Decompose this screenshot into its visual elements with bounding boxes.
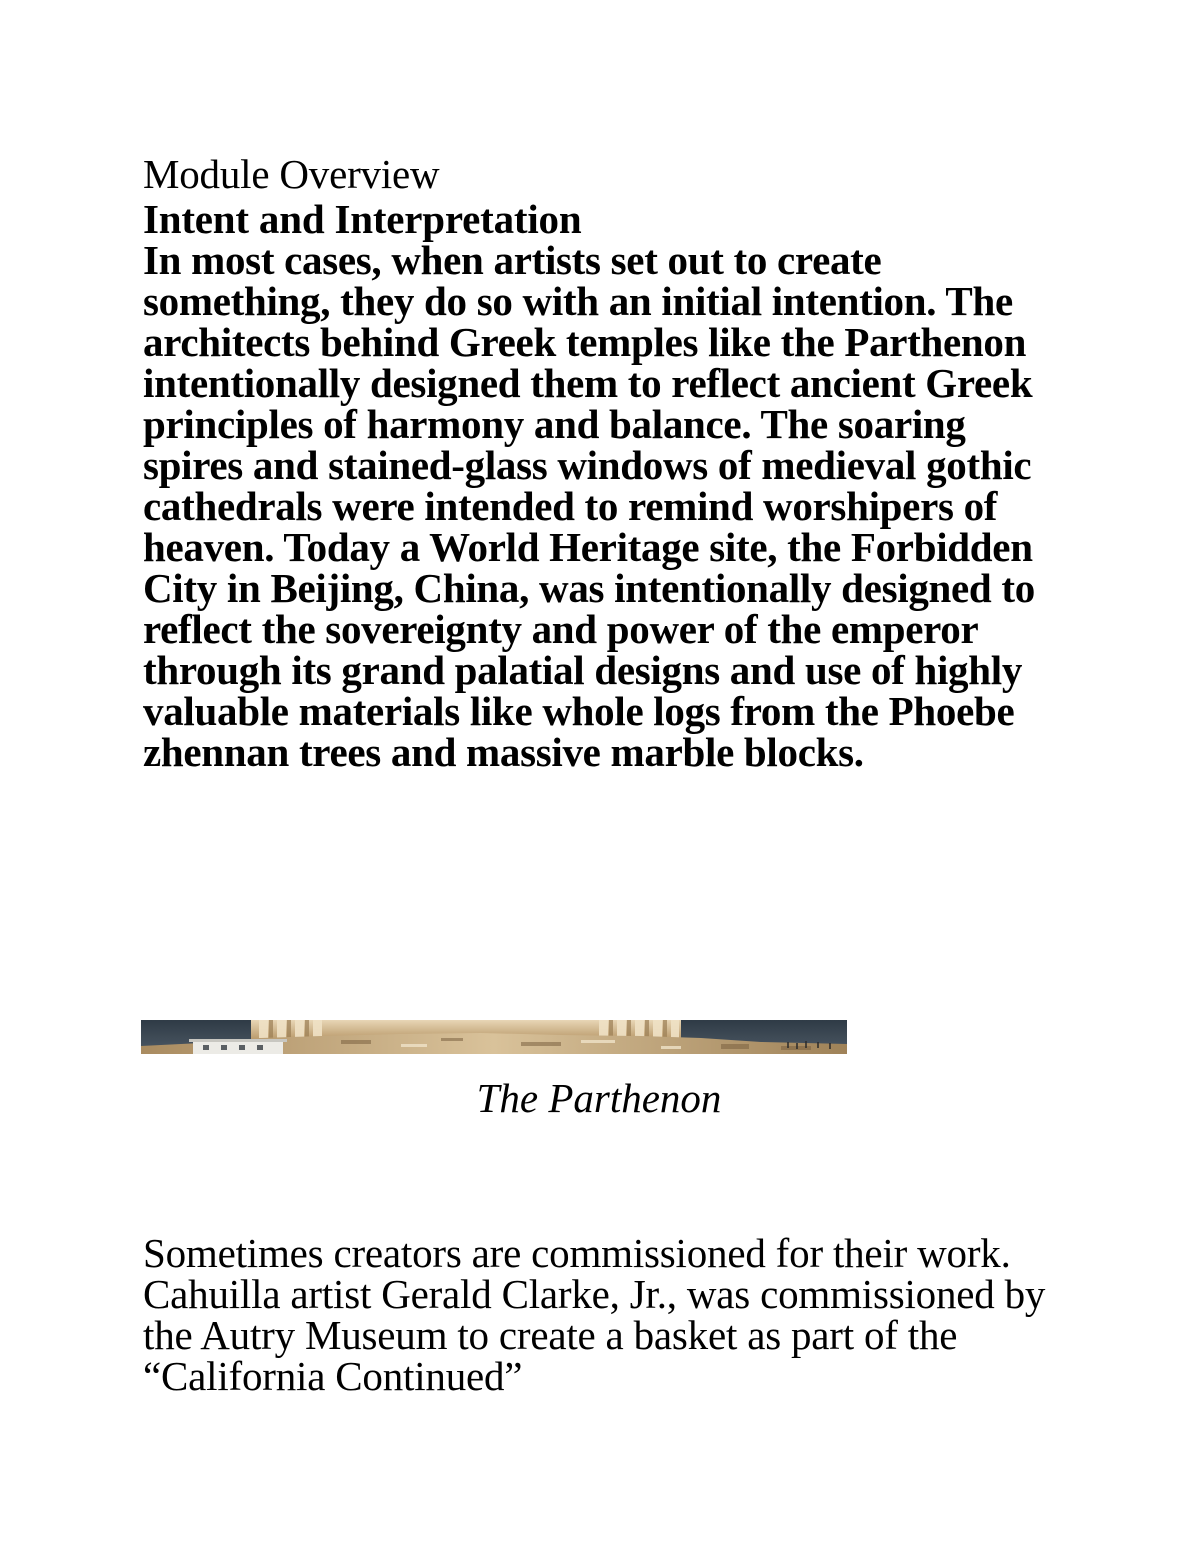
parthenon-photo [141, 1020, 847, 1054]
parthenon-photo-image [141, 1020, 847, 1054]
body-paragraph: Sometimes creators are commissioned for their work. Cahuilla artist Gerald Clarke, Jr., was commissioned by the Autry Museum to create a basket as part of the “California Continued” [143, 1230, 1046, 1399]
module-label: Module Overview [143, 151, 440, 197]
document-page [143, 150, 1103, 773]
figure-caption: The Parthenon [476, 1075, 722, 1121]
intro-paragraph: In most cases, when artists set out to create something, they do so with an initial intention. The architects behind Greek temples like the Parthenon intentionally designed them to reflect ancient Greek principles of harmony and balance. The soaring spires and stained-glass windows of medieval gothic cathedrals were intended to remind worshipers of heaven. Today a World Heritage site, the Forbidden City in Beijing, China, was intentionally designed to reflect the sovereignty and power of the emperor through its grand palatial designs and use of highly valuable materials like whole logs from the Phoebe zhennan trees and massive marble blocks. [143, 237, 1035, 775]
section-heading: Intent and Interpretation [143, 196, 582, 242]
